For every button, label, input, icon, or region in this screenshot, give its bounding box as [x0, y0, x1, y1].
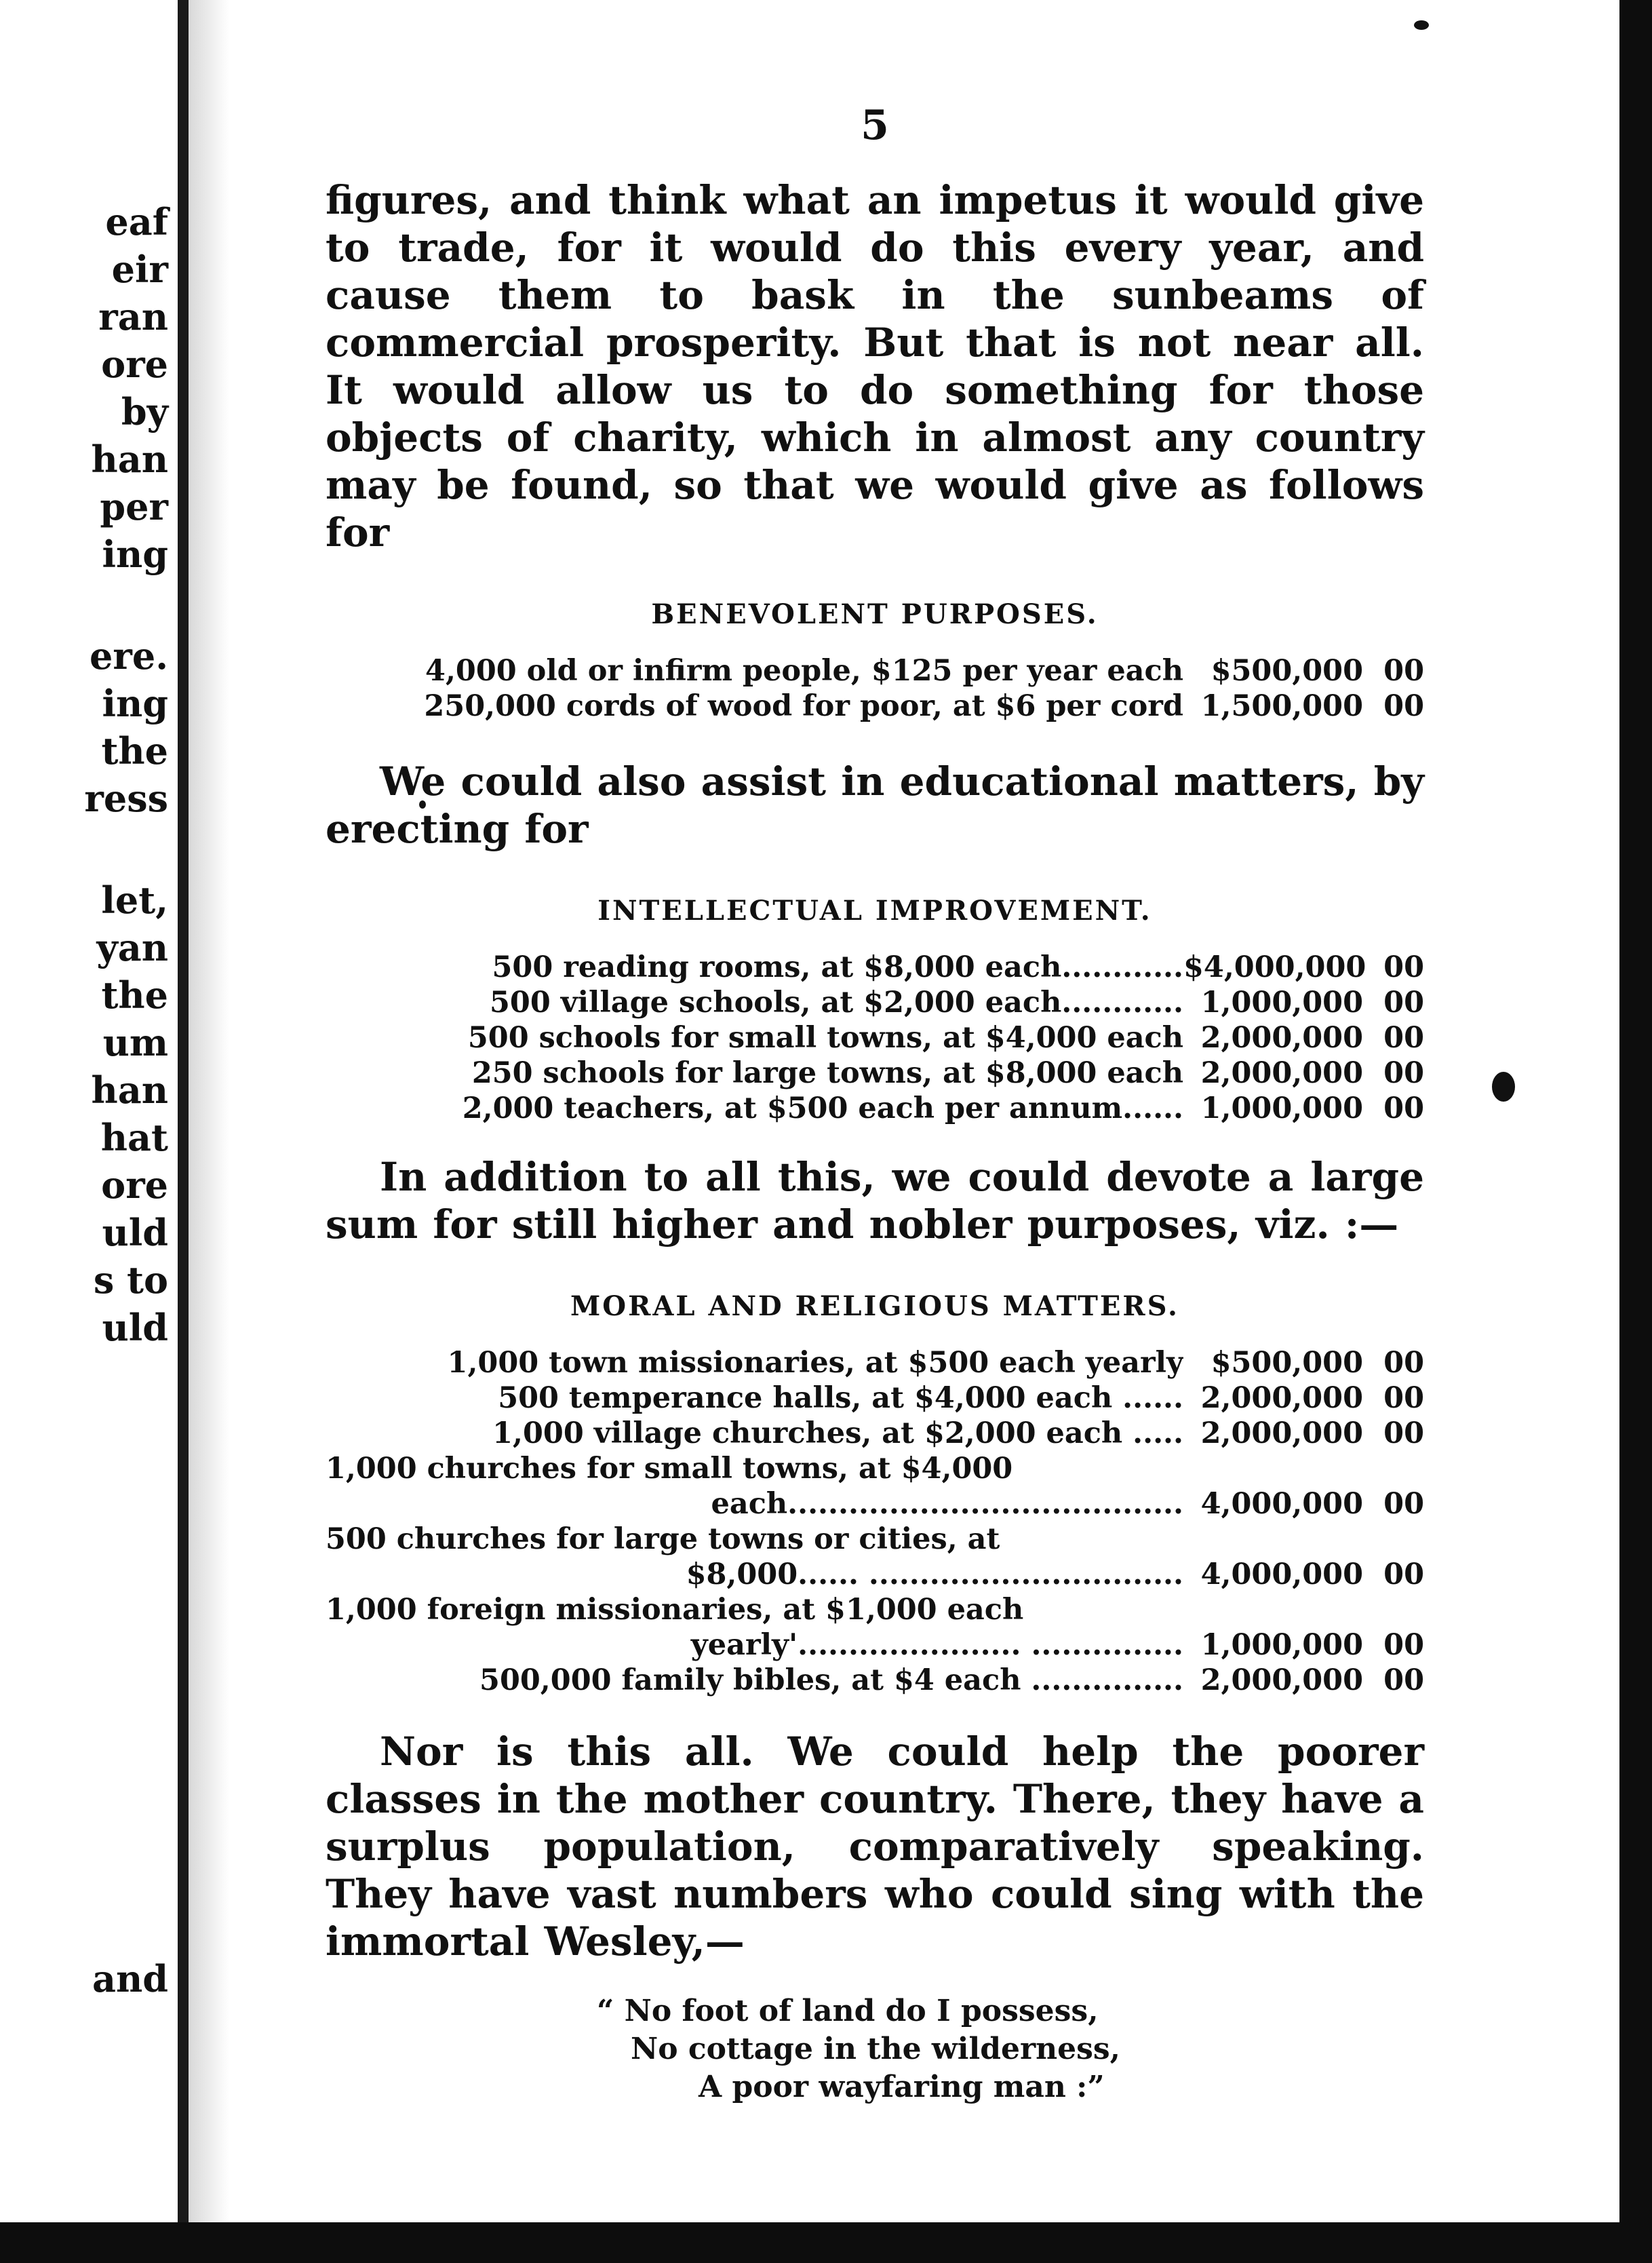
margin-word: ress: [84, 777, 168, 820]
row-amount: 1,000,000: [1200, 986, 1363, 1020]
table-row: [326, 1486, 1424, 1522]
scan-edge-right: [1619, 0, 1652, 2263]
row-description: each.......................................: [711, 1487, 1183, 1521]
table-row: [326, 1522, 1424, 1557]
row-amount: 4,000,000: [1200, 1487, 1363, 1521]
row-cents: 00: [1383, 1381, 1424, 1415]
row-cents: 00: [1383, 1416, 1424, 1450]
margin-word: per: [100, 485, 168, 528]
row-amount: 4,000,000: [1200, 1558, 1363, 1591]
heading-benevolent: BENEVOLENT PURPOSES.: [651, 598, 1099, 630]
margin-word: hat: [100, 1116, 168, 1159]
paragraph-3: In addition to all this, we could devote a large sum for still higher and nobler purposes, viz. :—: [326, 1154, 1424, 1247]
previous-page-margin: [0, 0, 178, 2263]
row-amount: 1,500,000: [1200, 689, 1363, 723]
row-amount: 2,000,000: [1200, 1381, 1363, 1415]
row-amount: [1183, 1451, 1363, 1486]
book-spine: [178, 0, 189, 2263]
table-row: [326, 1663, 1424, 1698]
row-cents: 00: [1383, 689, 1424, 723]
row-amount: $500,000: [1211, 654, 1363, 688]
table-row: [326, 1592, 1424, 1627]
row-amount: 2,000,000: [1200, 1663, 1363, 1697]
row-cents: 00: [1383, 1663, 1424, 1697]
heading-intellectual: INTELLECTUAL IMPROVEMENT.: [597, 895, 1152, 927]
row-cents: 00: [1383, 654, 1424, 688]
row-description: yearly'...................... ...............: [690, 1628, 1183, 1662]
poem-line: “ No foot of land do I possess,: [597, 1994, 1099, 2028]
row-description: 1,000 town missionaries, at $500 each yearly: [447, 1346, 1183, 1380]
table-row: [326, 653, 1424, 689]
book-page: [326, 102, 1424, 2106]
margin-word: by: [121, 390, 168, 433]
table-row: [326, 689, 1424, 724]
row-amount: 1,000,000: [1200, 1091, 1363, 1125]
margin-word: and: [92, 1957, 168, 2000]
margin-word: uld: [102, 1306, 168, 1349]
paragraph-4: Nor is this all. We could help the poorer classes in the mother country. There, they have a surplus population, comparatively speaking. They have vast numbers who could sing with the immortal Wesley,—: [326, 1728, 1424, 1965]
row-description: 500 churches for large towns or cities, at: [326, 1522, 1000, 1556]
row-description: 250,000 cords of wood for poor, at $6 per cord: [424, 689, 1183, 723]
margin-word: yan: [96, 926, 168, 969]
margin-word: eaf: [105, 200, 168, 244]
row-amount: 2,000,000: [1200, 1021, 1363, 1055]
row-cents: [1363, 1451, 1424, 1486]
margin-word: uld: [102, 1211, 168, 1254]
margin-word: han: [91, 1068, 168, 1112]
margin-word: the: [101, 973, 168, 1017]
row-description: 1,000 foreign missionaries, at $1,000 each: [326, 1593, 1024, 1627]
margin-word: ran: [98, 295, 168, 339]
table-row: [326, 1345, 1424, 1380]
row-description: 4,000 old or infirm people, $125 per year each: [425, 654, 1183, 688]
margin-word: ing: [102, 682, 168, 725]
margin-word: ere.: [90, 634, 168, 678]
row-cents: [1363, 1522, 1424, 1557]
row-cents: 00: [1383, 986, 1424, 1020]
row-description: 250 schools for large towns, at $8,000 each: [471, 1056, 1183, 1090]
row-description: 1,000 village churches, at $2,000 each .....: [492, 1416, 1183, 1450]
row-amount: $500,000: [1211, 1346, 1363, 1380]
row-cents: 00: [1383, 1487, 1424, 1521]
margin-word: let,: [101, 878, 168, 922]
row-amount: 2,000,000: [1200, 1056, 1363, 1090]
table-row: [326, 1627, 1424, 1663]
row-cents: 00: [1383, 1558, 1424, 1591]
row-description: 1,000 churches for small towns, at $4,000: [326, 1452, 1013, 1486]
spine-shadow: [189, 0, 229, 2263]
poem-line: No cottage in the wilderness,: [631, 2032, 1121, 2066]
page-number: 5: [861, 102, 889, 149]
table-row: [326, 1416, 1424, 1451]
table-benevolent: [326, 653, 1424, 724]
margin-word: s to: [93, 1258, 168, 1302]
row-cents: 00: [1383, 950, 1424, 984]
margin-word: ing: [102, 533, 168, 576]
margin-word: ore: [101, 343, 168, 386]
row-amount: 2,000,000: [1200, 1416, 1363, 1450]
row-cents: 00: [1383, 1628, 1424, 1662]
table-row: [326, 1557, 1424, 1592]
poem-quote: [597, 1992, 1424, 2106]
ink-speck: [1414, 20, 1429, 30]
table-row: [326, 1091, 1424, 1126]
poem-line: A poor wayfaring man :”: [699, 2070, 1105, 2104]
margin-word: um: [102, 1021, 168, 1064]
row-description: 2,000 teachers, at $500 each per annum......: [462, 1091, 1183, 1125]
scan-edge-bottom: [0, 2222, 1652, 2263]
row-description: 500 village schools, at $2,000 each............: [489, 986, 1183, 1020]
row-description: 500,000 family bibles, at $4 each ...............: [479, 1663, 1183, 1697]
margin-word: han: [91, 438, 168, 481]
row-description: $8,000...... ...............................: [686, 1558, 1183, 1591]
row-amount: 1,000,000: [1200, 1628, 1363, 1662]
row-amount: [1183, 1522, 1363, 1557]
row-amount: [1183, 1592, 1363, 1627]
table-moral: [326, 1345, 1424, 1698]
row-cents: [1363, 1592, 1424, 1627]
paragraph-2: We could also assist in educational matters, by erecting for: [326, 758, 1424, 852]
heading-moral: MORAL AND RELIGIOUS MATTERS.: [570, 1290, 1179, 1322]
table-row: [326, 1056, 1424, 1091]
row-cents: 00: [1383, 1021, 1424, 1055]
row-description: 500 reading rooms, at $8,000 each............: [492, 950, 1183, 984]
paragraph-1: figures, and think what an impetus it would give to trade, for it would do this every year, and cause them to bask in the sunbeams of commercial prosperity. But that is not near all. It would allow us to do something for those objects of charity, which in almost any country may be found, so that we would give as follows for: [326, 177, 1424, 556]
table-row: [326, 985, 1424, 1020]
ink-speck: [1492, 1072, 1515, 1102]
table-row: [326, 950, 1424, 985]
table-row: [326, 1020, 1424, 1056]
margin-word: ore: [101, 1163, 168, 1207]
row-cents: 00: [1383, 1056, 1424, 1090]
row-cents: 00: [1383, 1091, 1424, 1125]
table-row: [326, 1380, 1424, 1416]
row-cents: 00: [1383, 1346, 1424, 1380]
table-intellectual: [326, 950, 1424, 1126]
table-row: [326, 1451, 1424, 1486]
row-amount: $4,000,000: [1183, 950, 1366, 984]
row-description: 500 temperance halls, at $4,000 each ......: [498, 1381, 1183, 1415]
margin-word: the: [101, 729, 168, 773]
margin-word: eir: [111, 248, 168, 291]
row-description: 500 schools for small towns, at $4,000 each: [467, 1021, 1183, 1055]
